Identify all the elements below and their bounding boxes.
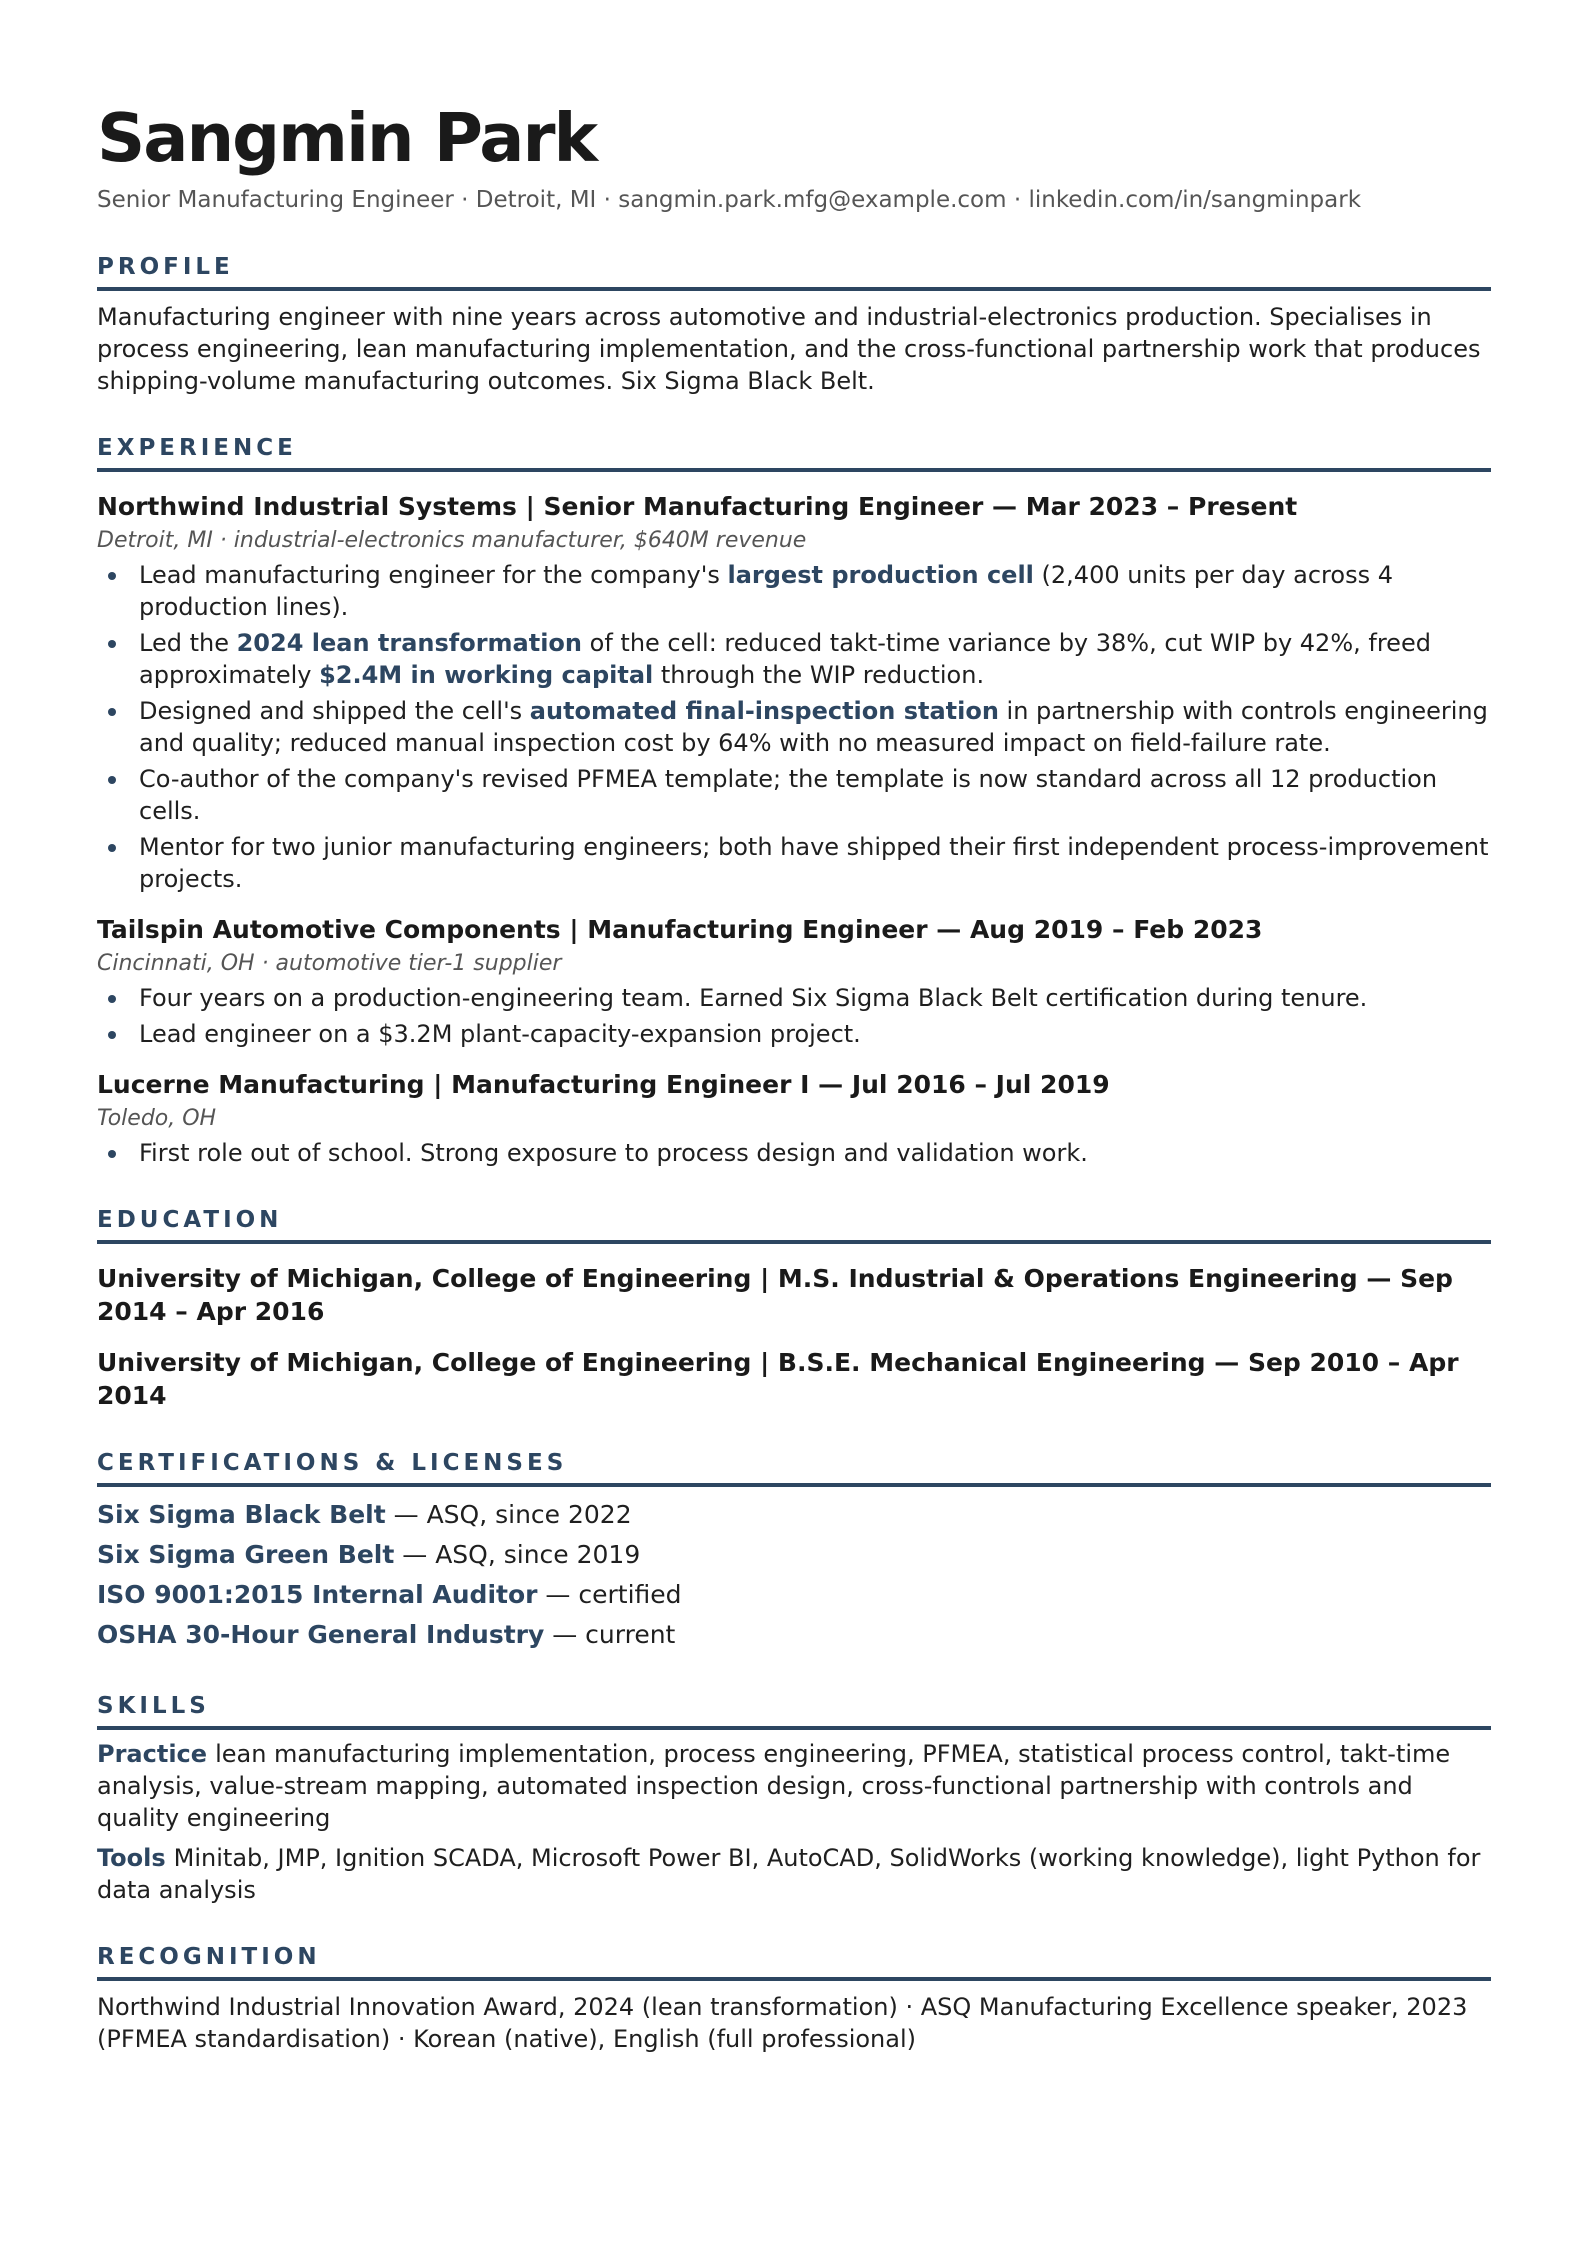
job-bullets <box>97 559 1491 895</box>
skills-heading: SKILLS <box>97 1691 1491 1730</box>
certification-name: Six Sigma Black Belt <box>97 1500 386 1529</box>
recognition-section <box>97 1942 1491 2055</box>
bullet-item: Four years on a production-engineering team. Earned Six Sigma Black Belt certification during tenure. <box>139 982 1491 1014</box>
job-subheading: Cincinnati, OH · automotive tier-1 supplier <box>97 951 562 976</box>
profile-section <box>97 252 1491 397</box>
recognition-text: Northwind Industrial Innovation Award, 2024 (lean transformation) · ASQ Manufacturing Excellence speaker, 2023 (PFMEA standardisation) · Korean (native), English (full professional) <box>97 1993 1468 2053</box>
education-entry: University of Michigan, College of Engineering | B.S.E. Mechanical Engineering — Sep 2010 – Apr 2014 <box>97 1348 1459 1410</box>
education-heading: EDUCATION <box>97 1205 1491 1244</box>
certification-detail: — current <box>544 1620 676 1649</box>
certification-item <box>97 1535 1491 1575</box>
highlight-text: $2.4M in working capital <box>319 661 654 689</box>
skill-text: Minitab, JMP, Ignition SCADA, Microsoft Power BI, AutoCAD, SolidWorks (working knowledge), light Python for data analysis <box>97 1844 1481 1904</box>
skill-row <box>97 1738 1491 1834</box>
job-bullets <box>97 982 1491 1050</box>
recognition-heading: RECOGNITION <box>97 1942 1491 1981</box>
bullet-item: Led the 2024 lean transformation of the cell: reduced takt-time variance by 38%, cut WIP by 42%, freed approximately $2.4M in working capital through the WIP reduction. <box>139 627 1491 691</box>
candidate-name: Sangmin Park <box>97 99 597 177</box>
contact-line: Senior Manufacturing Engineer · Detroit, MI · sangmin.park.mfg@example.com · linkedin.com/in/sangminpark <box>97 187 1362 213</box>
job-entry <box>97 1068 1491 1169</box>
skill-text: lean manufacturing implementation, process engineering, PFMEA, statistical process control, takt-time analysis, value-stream mapping, automated inspection design, cross-functional partnership with controls and quality engineering <box>97 1740 1451 1832</box>
certification-name: ISO 9001:2015 Internal Auditor <box>97 1580 538 1609</box>
job-heading: Lucerne Manufacturing | Manufacturing Engineer I — Jul 2016 – Jul 2019 <box>97 1070 1110 1099</box>
job-entry <box>97 913 1491 1050</box>
job-subheading: Toledo, OH <box>97 1106 217 1131</box>
job-entry <box>97 490 1491 895</box>
skills-section <box>97 1691 1491 1906</box>
certification-name: Six Sigma Green Belt <box>97 1540 395 1569</box>
experience-section <box>97 433 1491 1169</box>
job-bullets <box>97 1137 1491 1169</box>
education-section <box>97 1205 1491 1412</box>
experience-heading: EXPERIENCE <box>97 433 1491 472</box>
skill-label: Tools <box>97 1844 166 1872</box>
certification-item <box>97 1495 1491 1535</box>
skill-label: Practice <box>97 1740 208 1768</box>
highlight-text: 2024 lean transformation <box>236 629 583 657</box>
bullet-item: First role out of school. Strong exposure to process design and validation work. <box>139 1137 1491 1169</box>
bullet-item: Lead manufacturing engineer for the company's largest production cell (2,400 units per day across 4 production lines). <box>139 559 1491 623</box>
bullet-item: Mentor for two junior manufacturing engineers; both have shipped their first independent process-improvement projects. <box>139 831 1491 895</box>
job-heading: Tailspin Automotive Components | Manufacturing Engineer — Aug 2019 – Feb 2023 <box>97 915 1263 944</box>
certifications-section <box>97 1448 1491 1655</box>
certification-detail: — ASQ, since 2019 <box>394 1540 641 1569</box>
job-heading: Northwind Industrial Systems | Senior Manufacturing Engineer — Mar 2023 – Present <box>97 492 1298 521</box>
certification-item <box>97 1615 1491 1655</box>
profile-heading: PROFILE <box>97 252 1491 291</box>
bullet-item: Designed and shipped the cell's automated final-inspection station in partnership with controls engineering and quality; reduced manual inspection cost by 64% with no measured impact on field-failure rate. <box>139 695 1491 759</box>
certification-item <box>97 1575 1491 1615</box>
certifications-heading: CERTIFICATIONS & LICENSES <box>97 1448 1491 1487</box>
education-entry: University of Michigan, College of Engineering | M.S. Industrial & Operations Engineering — Sep 2014 – Apr 2016 <box>97 1264 1453 1326</box>
certification-detail: — certified <box>537 1580 682 1609</box>
skill-row <box>97 1842 1491 1906</box>
highlight-text: automated final-inspection station <box>529 697 999 725</box>
job-subheading: Detroit, MI · industrial-electronics manufacturer, $640M revenue <box>97 528 807 553</box>
certification-name: OSHA 30-Hour General Industry <box>97 1620 545 1649</box>
bullet-item: Lead engineer on a $3.2M plant-capacity-expansion project. <box>139 1018 1491 1050</box>
highlight-text: largest production cell <box>727 561 1034 589</box>
profile-text: Manufacturing engineer with nine years across automotive and industrial-electronics production. Specialises in process engineering, lean manufacturing implementation, and the cross-functional partnership work that produces shipping-volume manufacturing outcomes. Six Sigma Black Belt. <box>97 303 1481 395</box>
bullet-item: Co-author of the company's revised PFMEA template; the template is now standard across all 12 production cells. <box>139 763 1491 827</box>
certification-detail: — ASQ, since 2022 <box>385 1500 632 1529</box>
